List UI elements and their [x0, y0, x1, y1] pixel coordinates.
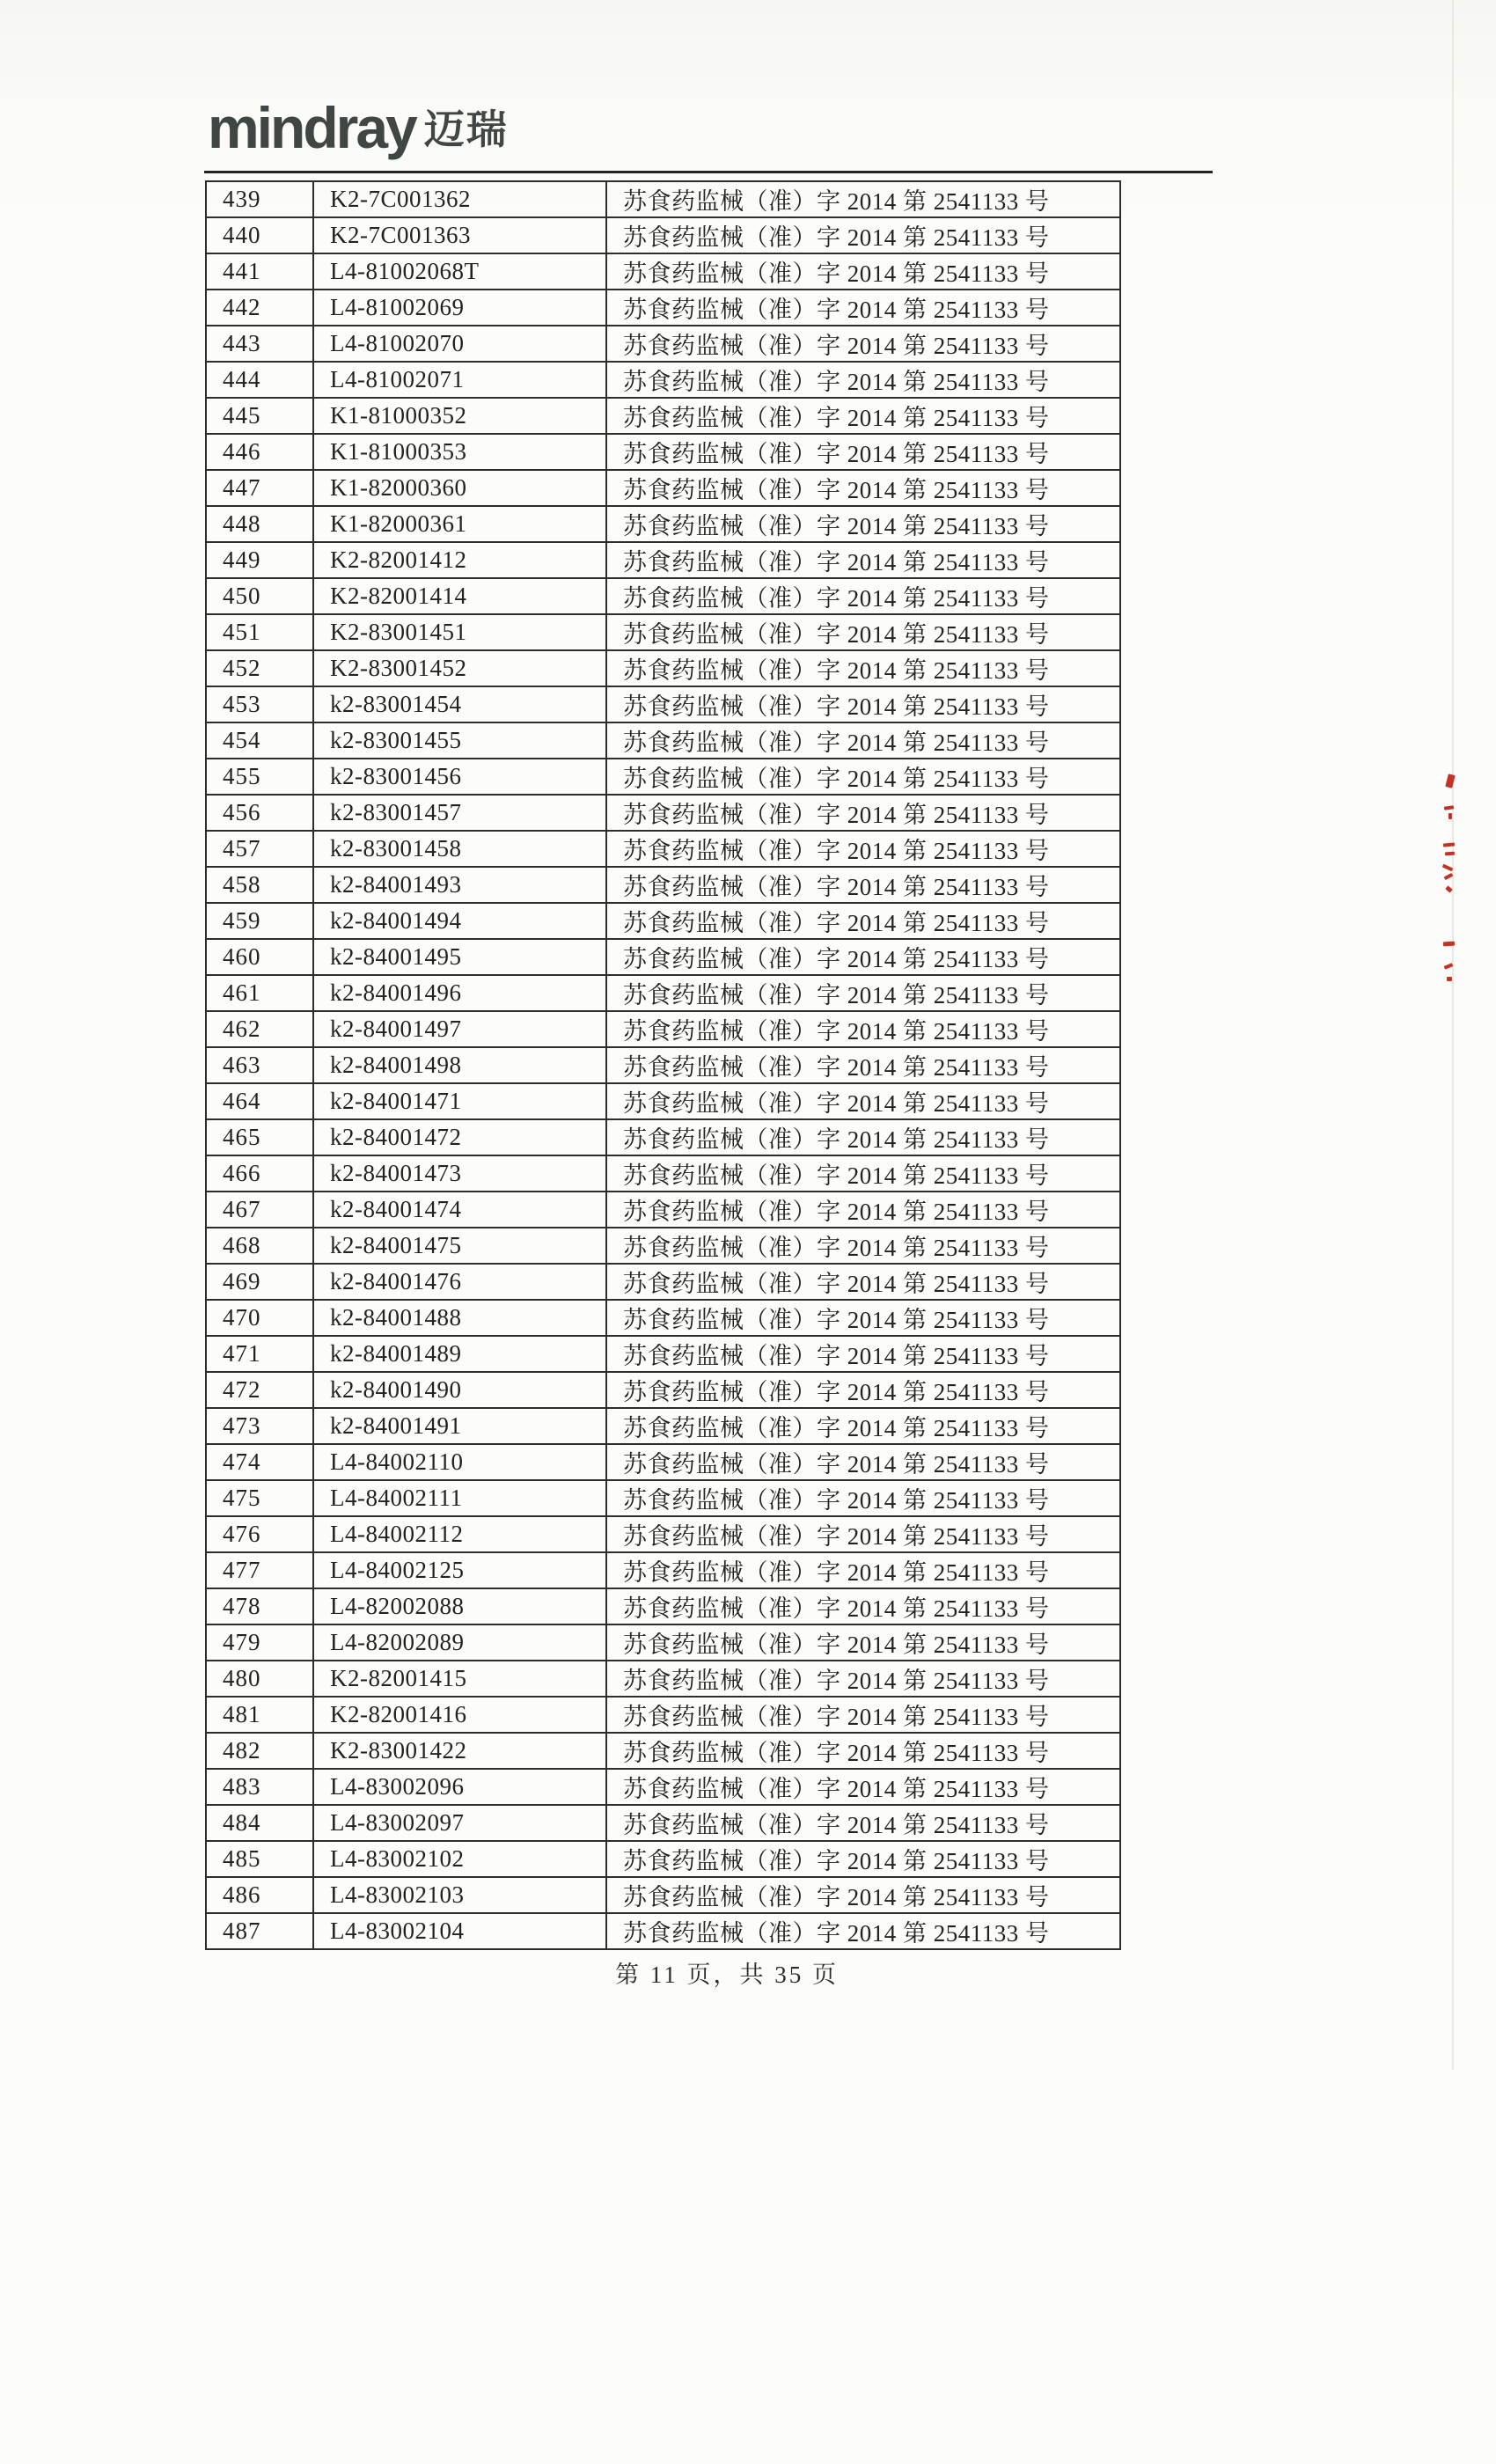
row-code-cell: k2-84001474 — [313, 1192, 606, 1228]
row-code-cell: k2-84001497 — [313, 1011, 606, 1047]
row-index-cell: 455 — [206, 759, 313, 795]
row-code-cell: k2-84001472 — [313, 1119, 606, 1155]
row-index-cell: 485 — [206, 1841, 313, 1877]
row-license-cell: 苏食药监械（准）字 2014 第 2541133 号 — [606, 217, 1120, 253]
table-row — [206, 1083, 1120, 1119]
row-index-cell: 487 — [206, 1913, 313, 1949]
table-row — [206, 759, 1120, 795]
row-license-cell: 苏食药监械（准）字 2014 第 2541133 号 — [606, 1336, 1120, 1372]
row-license-cell: 苏食药监械（准）字 2014 第 2541133 号 — [606, 578, 1120, 614]
row-index-cell: 472 — [206, 1372, 313, 1408]
row-code-cell: L4-81002068T — [313, 253, 606, 290]
row-license-cell: 苏食药监械（准）字 2014 第 2541133 号 — [606, 650, 1120, 686]
row-license-cell: 苏食药监械（准）字 2014 第 2541133 号 — [606, 867, 1120, 903]
table-row — [206, 1408, 1120, 1444]
row-index-cell: 444 — [206, 362, 313, 398]
row-code-cell: K2-83001452 — [313, 650, 606, 686]
table-row — [206, 470, 1120, 506]
row-index-cell: 459 — [206, 903, 313, 939]
table-row — [206, 939, 1120, 975]
row-code-cell: K2-82001414 — [313, 578, 606, 614]
row-index-cell: 456 — [206, 795, 313, 831]
row-code-cell: L4-84002112 — [313, 1516, 606, 1552]
row-index-cell: 470 — [206, 1300, 313, 1336]
row-license-cell: 苏食药监械（准）字 2014 第 2541133 号 — [606, 686, 1120, 722]
row-index-cell: 461 — [206, 975, 313, 1011]
row-index-cell: 452 — [206, 650, 313, 686]
row-index-cell: 484 — [206, 1805, 313, 1841]
row-index-cell: 477 — [206, 1552, 313, 1588]
table-row — [206, 181, 1120, 217]
row-license-cell: 苏食药监械（准）字 2014 第 2541133 号 — [606, 253, 1120, 290]
row-code-cell: K2-83001451 — [313, 614, 606, 650]
row-license-cell: 苏食药监械（准）字 2014 第 2541133 号 — [606, 434, 1120, 470]
table-row — [206, 650, 1120, 686]
row-license-cell: 苏食药监械（准）字 2014 第 2541133 号 — [606, 831, 1120, 867]
row-license-cell: 苏食药监械（准）字 2014 第 2541133 号 — [606, 1264, 1120, 1300]
row-license-cell: 苏食药监械（准）字 2014 第 2541133 号 — [606, 1552, 1120, 1588]
row-index-cell: 481 — [206, 1697, 313, 1733]
row-index-cell: 453 — [206, 686, 313, 722]
table-row — [206, 1336, 1120, 1372]
row-code-cell: k2-84001496 — [313, 975, 606, 1011]
row-index-cell: 468 — [206, 1228, 313, 1264]
row-license-cell: 苏食药监械（准）字 2014 第 2541133 号 — [606, 1877, 1120, 1913]
row-code-cell: K1-81000353 — [313, 434, 606, 470]
row-index-cell: 443 — [206, 326, 313, 362]
row-license-cell: 苏食药监械（准）字 2014 第 2541133 号 — [606, 1516, 1120, 1552]
row-index-cell: 469 — [206, 1264, 313, 1300]
row-index-cell: 467 — [206, 1192, 313, 1228]
table-row — [206, 1192, 1120, 1228]
row-index-cell: 463 — [206, 1047, 313, 1083]
row-code-cell: K1-82000360 — [313, 470, 606, 506]
row-license-cell: 苏食药监械（准）字 2014 第 2541133 号 — [606, 1444, 1120, 1480]
row-license-cell: 苏食药监械（准）字 2014 第 2541133 号 — [606, 1192, 1120, 1228]
mindray-logo-cjk: 迈瑞 — [423, 106, 509, 153]
table-row — [206, 1155, 1120, 1192]
row-license-cell: 苏食药监械（准）字 2014 第 2541133 号 — [606, 903, 1120, 939]
row-license-cell: 苏食药监械（准）字 2014 第 2541133 号 — [606, 1805, 1120, 1841]
row-code-cell: k2-84001475 — [313, 1228, 606, 1264]
row-license-cell: 苏食药监械（准）字 2014 第 2541133 号 — [606, 1588, 1120, 1624]
row-license-cell: 苏食药监械（准）字 2014 第 2541133 号 — [606, 1047, 1120, 1083]
license-table-body — [206, 181, 1120, 1949]
row-code-cell: k2-84001494 — [313, 903, 606, 939]
row-code-cell: K2-7C001363 — [313, 217, 606, 253]
table-row — [206, 1011, 1120, 1047]
table-row — [206, 903, 1120, 939]
row-code-cell: L4-84002110 — [313, 1444, 606, 1480]
row-code-cell: L4-82002089 — [313, 1624, 606, 1661]
table-row — [206, 1552, 1120, 1588]
mindray-logo-latin: mindray — [208, 95, 415, 160]
table-row — [206, 434, 1120, 470]
row-index-cell: 445 — [206, 398, 313, 434]
row-index-cell: 480 — [206, 1661, 313, 1697]
row-license-cell: 苏食药监械（准）字 2014 第 2541133 号 — [606, 1155, 1120, 1192]
row-code-cell: k2-84001493 — [313, 867, 606, 903]
row-index-cell: 450 — [206, 578, 313, 614]
row-index-cell: 457 — [206, 831, 313, 867]
table-row — [206, 1769, 1120, 1805]
table-row — [206, 1119, 1120, 1155]
row-code-cell: k2-84001495 — [313, 939, 606, 975]
row-license-cell: 苏食药监械（准）字 2014 第 2541133 号 — [606, 1624, 1120, 1661]
row-index-cell: 475 — [206, 1480, 313, 1516]
row-index-cell: 465 — [206, 1119, 313, 1155]
row-code-cell: k2-84001489 — [313, 1336, 606, 1372]
row-license-cell: 苏食药监械（准）字 2014 第 2541133 号 — [606, 1661, 1120, 1697]
row-license-cell: 苏食药监械（准）字 2014 第 2541133 号 — [606, 1119, 1120, 1155]
row-license-cell: 苏食药监械（准）字 2014 第 2541133 号 — [606, 614, 1120, 650]
table-row — [206, 686, 1120, 722]
row-license-cell: 苏食药监械（准）字 2014 第 2541133 号 — [606, 470, 1120, 506]
row-code-cell: k2-83001457 — [313, 795, 606, 831]
row-code-cell: K2-82001416 — [313, 1697, 606, 1733]
row-license-cell: 苏食药监械（准）字 2014 第 2541133 号 — [606, 1733, 1120, 1769]
table-row — [206, 867, 1120, 903]
row-code-cell: K2-82001415 — [313, 1661, 606, 1697]
row-index-cell: 449 — [206, 542, 313, 578]
table-row — [206, 1588, 1120, 1624]
row-license-cell: 苏食药监械（准）字 2014 第 2541133 号 — [606, 722, 1120, 759]
row-index-cell: 458 — [206, 867, 313, 903]
row-code-cell: L4-83002096 — [313, 1769, 606, 1805]
table-row — [206, 506, 1120, 542]
row-code-cell: K2-82001412 — [313, 542, 606, 578]
row-index-cell: 451 — [206, 614, 313, 650]
row-code-cell: L4-81002071 — [313, 362, 606, 398]
row-license-cell: 苏食药监械（准）字 2014 第 2541133 号 — [606, 795, 1120, 831]
table-row — [206, 542, 1120, 578]
table-row — [206, 578, 1120, 614]
table-row — [206, 362, 1120, 398]
row-index-cell: 460 — [206, 939, 313, 975]
row-code-cell: L4-83002102 — [313, 1841, 606, 1877]
row-index-cell: 462 — [206, 1011, 313, 1047]
table-row — [206, 722, 1120, 759]
row-license-cell: 苏食药监械（准）字 2014 第 2541133 号 — [606, 1300, 1120, 1336]
row-code-cell: L4-82002088 — [313, 1588, 606, 1624]
row-code-cell: L4-83002104 — [313, 1913, 606, 1949]
table-row — [206, 398, 1120, 434]
row-code-cell: k2-84001488 — [313, 1300, 606, 1336]
row-license-cell: 苏食药监械（准）字 2014 第 2541133 号 — [606, 398, 1120, 434]
row-index-cell: 442 — [206, 290, 313, 326]
row-license-cell: 苏食药监械（准）字 2014 第 2541133 号 — [606, 1841, 1120, 1877]
row-code-cell: L4-81002069 — [313, 290, 606, 326]
row-index-cell: 476 — [206, 1516, 313, 1552]
table-row — [206, 1228, 1120, 1264]
row-code-cell: K1-81000352 — [313, 398, 606, 434]
table-row — [206, 326, 1120, 362]
table-row — [206, 1733, 1120, 1769]
row-license-cell: 苏食药监械（准）字 2014 第 2541133 号 — [606, 975, 1120, 1011]
row-license-cell: 苏食药监械（准）字 2014 第 2541133 号 — [606, 1769, 1120, 1805]
row-index-cell: 447 — [206, 470, 313, 506]
table-row — [206, 290, 1120, 326]
table-row — [206, 1913, 1120, 1949]
row-index-cell: 483 — [206, 1769, 313, 1805]
row-index-cell: 478 — [206, 1588, 313, 1624]
row-code-cell: L4-81002070 — [313, 326, 606, 362]
row-license-cell: 苏食药监械（准）字 2014 第 2541133 号 — [606, 1480, 1120, 1516]
table-row — [206, 1444, 1120, 1480]
row-code-cell: k2-83001455 — [313, 722, 606, 759]
row-code-cell: k2-84001476 — [313, 1264, 606, 1300]
table-row — [206, 1877, 1120, 1913]
row-license-cell: 苏食药监械（准）字 2014 第 2541133 号 — [606, 1408, 1120, 1444]
license-table — [205, 180, 1121, 1950]
table-row — [206, 1372, 1120, 1408]
row-code-cell: L4-84002125 — [313, 1552, 606, 1588]
row-license-cell: 苏食药监械（准）字 2014 第 2541133 号 — [606, 1697, 1120, 1733]
table-row — [206, 1661, 1120, 1697]
row-code-cell: k2-84001491 — [313, 1408, 606, 1444]
row-index-cell: 474 — [206, 1444, 313, 1480]
row-index-cell: 448 — [206, 506, 313, 542]
row-license-cell: 苏食药监械（准）字 2014 第 2541133 号 — [606, 1011, 1120, 1047]
row-code-cell: K2-83001422 — [313, 1733, 606, 1769]
table-row — [206, 1047, 1120, 1083]
row-index-cell: 473 — [206, 1408, 313, 1444]
row-license-cell: 苏食药监械（准）字 2014 第 2541133 号 — [606, 939, 1120, 975]
table-row — [206, 1841, 1120, 1877]
row-code-cell: k2-83001454 — [313, 686, 606, 722]
row-license-cell: 苏食药监械（准）字 2014 第 2541133 号 — [606, 506, 1120, 542]
row-index-cell: 482 — [206, 1733, 313, 1769]
row-index-cell: 466 — [206, 1155, 313, 1192]
row-code-cell: k2-83001456 — [313, 759, 606, 795]
row-code-cell: L4-83002097 — [313, 1805, 606, 1841]
table-row — [206, 1697, 1120, 1733]
row-license-cell: 苏食药监械（准）字 2014 第 2541133 号 — [606, 1083, 1120, 1119]
red-stamp-fragments-icon — [1438, 771, 1464, 991]
row-index-cell: 454 — [206, 722, 313, 759]
table-row — [206, 831, 1120, 867]
table-row — [206, 253, 1120, 290]
row-license-cell: 苏食药监械（准）字 2014 第 2541133 号 — [606, 542, 1120, 578]
table-row — [206, 1805, 1120, 1841]
row-license-cell: 苏食药监械（准）字 2014 第 2541133 号 — [606, 1228, 1120, 1264]
row-index-cell: 486 — [206, 1877, 313, 1913]
table-row — [206, 1300, 1120, 1336]
row-code-cell: k2-83001458 — [313, 831, 606, 867]
row-license-cell: 苏食药监械（准）字 2014 第 2541133 号 — [606, 181, 1120, 217]
row-license-cell: 苏食药监械（准）字 2014 第 2541133 号 — [606, 326, 1120, 362]
row-index-cell: 440 — [206, 217, 313, 253]
row-license-cell: 苏食药监械（准）字 2014 第 2541133 号 — [606, 1372, 1120, 1408]
row-code-cell: k2-84001473 — [313, 1155, 606, 1192]
row-code-cell: L4-84002111 — [313, 1480, 606, 1516]
row-index-cell: 446 — [206, 434, 313, 470]
table-row — [206, 614, 1120, 650]
row-code-cell: K1-82000361 — [313, 506, 606, 542]
page-edge-line — [1452, 0, 1454, 2070]
row-index-cell: 441 — [206, 253, 313, 290]
table-row — [206, 1264, 1120, 1300]
table-row — [206, 1480, 1120, 1516]
row-index-cell: 479 — [206, 1624, 313, 1661]
row-code-cell: k2-84001498 — [313, 1047, 606, 1083]
header-rule — [204, 171, 1213, 173]
row-license-cell: 苏食药监械（准）字 2014 第 2541133 号 — [606, 362, 1120, 398]
page-footer: 第 11 页，共 35 页 — [615, 1962, 839, 1988]
table-row — [206, 975, 1120, 1011]
mindray-logo — [208, 95, 509, 160]
row-code-cell: L4-83002103 — [313, 1877, 606, 1913]
table-row — [206, 795, 1120, 831]
row-code-cell: k2-84001471 — [313, 1083, 606, 1119]
row-code-cell: k2-84001490 — [313, 1372, 606, 1408]
table-row — [206, 1624, 1120, 1661]
row-license-cell: 苏食药监械（准）字 2014 第 2541133 号 — [606, 290, 1120, 326]
row-index-cell: 464 — [206, 1083, 313, 1119]
row-license-cell: 苏食药监械（准）字 2014 第 2541133 号 — [606, 759, 1120, 795]
row-license-cell: 苏食药监械（准）字 2014 第 2541133 号 — [606, 1913, 1120, 1949]
row-code-cell: K2-7C001362 — [313, 181, 606, 217]
table-row — [206, 217, 1120, 253]
table-row — [206, 1516, 1120, 1552]
row-index-cell: 471 — [206, 1336, 313, 1372]
row-index-cell: 439 — [206, 181, 313, 217]
